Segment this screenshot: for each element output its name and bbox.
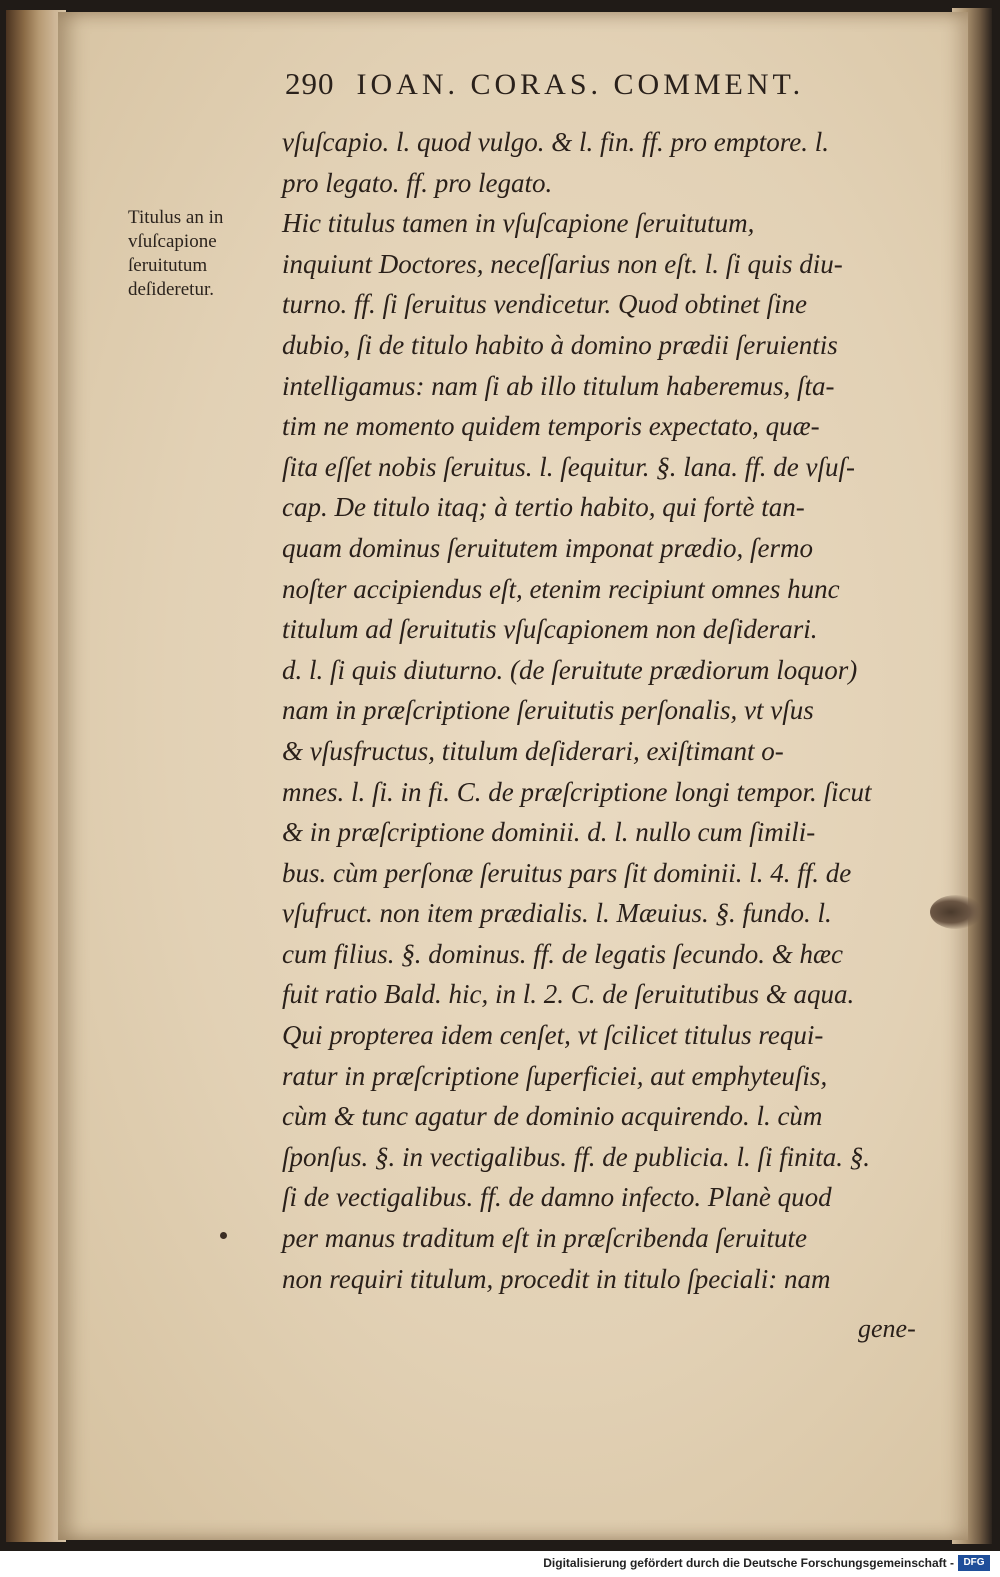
text-line: ſita eſſet nobis ſeruitus. l. ſequitur. §. lana. ff. de vſuſ- [282,451,855,482]
text-line: bus. cùm perſonæ ſeruitus pars ſit dominii. l. 4. ff. de [282,857,852,888]
text-line: Hic titulus tamen in vſuſcapione ſeruitutum, [282,208,755,239]
text-line: nam in præſcriptione ſeruitutis perſonalis, vt vſus [282,695,814,726]
text-line: pro legato. ff. pro legato. [282,167,553,198]
text-line: quam dominus ſeruitutem imponat prædio, ſermo [282,532,813,563]
margin-note [128,206,278,302]
text-line: cum filius. §. dominus. ff. de legatis ſecundo. & hæc [282,938,843,969]
ink-smudge [930,895,982,929]
text-line: non requiri titulum, procedit in titulo ſpeciali: nam [282,1263,831,1294]
text-line: per manus traditum eſt in præſcribenda ſeruitute [282,1223,807,1254]
text-line: ratur in præſcriptione ſuperficiei, aut emphyteuſis, [282,1060,828,1091]
text-line: fuit ratio Bald. hic, in l. 2. C. de ſeruitutibus & aqua. [282,979,855,1010]
text-line: vſufruct. non item prædialis. l. Mæuius. §. fundo. l. [282,898,832,929]
margin-note-line: ſeruitutum [128,255,208,276]
catchword: gene- [858,1314,916,1343]
text-line: cùm & tunc agatur de dominio acquirendo. l. cùm [282,1101,823,1132]
margin-note-line: Titulus an in [128,207,224,228]
page-header [285,66,885,106]
running-head: IOAN. CORAS. COMMENT. [356,68,805,101]
text-line: ſponſus. §. in vectigalibus. ff. de publicia. l. ſi finita. §. [282,1141,870,1172]
text-line: inquiunt Doctores, neceſſarius non eſt. l. ſi quis diu- [282,248,843,279]
text-line: mnes. l. ſi. in fi. C. de præſcriptione longi tempor. ſicut [282,776,872,807]
text-line: dubio, ſi de titulo habito à domino prædii ſeruientis [282,329,838,360]
dfg-logo: DFG [958,1555,990,1571]
text-line: Qui propterea idem cenſet, vt ſcilicet titulus requi- [282,1020,824,1051]
ink-dot [220,1232,227,1239]
text-line: noſter accipiendus eſt, etenim recipiunt omnes hunc [282,573,840,604]
text-line: titulum ad ſeruitutis vſuſcapionem non deſiderari. [282,614,818,645]
page-number: 290 [285,66,335,101]
text-line: turno. ff. ſi ſeruitus vendicetur. Quod obtinet ſine [282,289,807,320]
book-edge-left [6,10,66,1542]
text-line: tim ne momento quidem temporis expectato, quæ- [282,411,820,442]
footer-credit: Digitalisierung gefördert durch die Deutsche Forschungsgemeinschaft - [543,1556,954,1570]
text-line: & vſusfructus, titulum deſiderari, exiſtimant o- [282,735,784,766]
margin-note-line: deſideretur. [128,279,214,300]
body-text [282,122,942,1299]
margin-note-line: vſuſcapione [128,231,217,252]
text-line: d. l. ſi quis diuturno. (de ſeruitute prædiorum loquor) [282,654,858,685]
text-line: intelligamus: nam ſi ab illo titulum haberemus, ſta- [282,370,835,401]
text-line: & in præſcriptione dominii. d. l. nullo cum ſimili- [282,817,816,848]
text-line: vſuſcapio. l. quod vulgo. & l. fin. ff. pro emptore. l. [282,127,829,157]
text-line: ſi de vectigalibus. ff. de damno infecto. Planè quod [282,1182,832,1213]
text-line: cap. De titulo itaq; à tertio habito, qui fortè tan- [282,492,805,523]
